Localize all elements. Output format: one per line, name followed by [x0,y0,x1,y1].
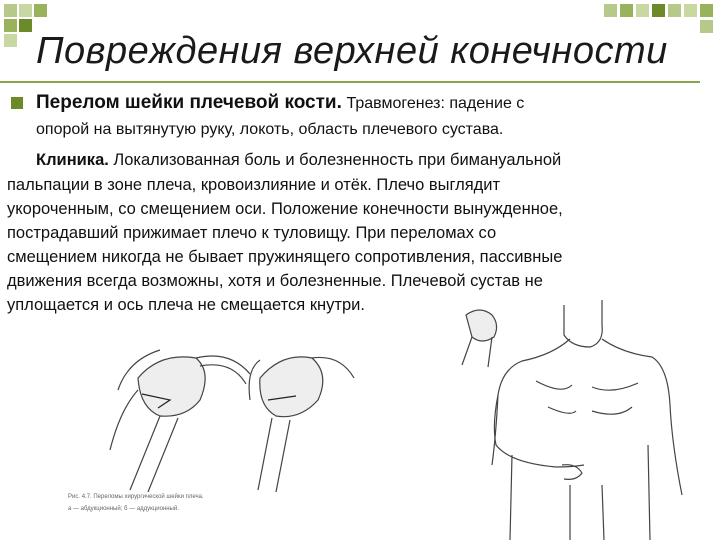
patient-illustration [452,295,720,540]
deco-square [620,4,633,17]
fracture-illustration [68,330,360,540]
deco-square [19,4,32,17]
deco-square [684,4,697,17]
deco-square [700,4,713,17]
paragraph-line: смещением никогда не бывает пружинящего сопротивления, пассивные [7,248,563,266]
deco-square [636,4,649,17]
clinic-label: Клиника. [36,151,109,169]
paragraph-line: укороченным, со смещением оси. Положение конечности вынужденное, [7,200,563,218]
deco-square [4,34,17,47]
deco-square [652,4,665,17]
slide-title: Повреждения верхней конечности [36,30,668,72]
deco-square [668,4,681,17]
deco-square [604,4,617,17]
paragraph-line: пальпации в зоне плеча, кровоизлияние и отёк. Плечо выглядит [7,176,501,194]
bullet-square-icon [11,97,23,109]
deco-square [34,4,47,17]
paragraph-line: уплощается и ось плеча не смещается кнутри. [7,296,365,314]
paragraph-line: движения всегда возможны, хотя и болезненные. Плечевой сустав не [7,272,543,290]
heading-tail: Травмогенез: падение с [346,95,525,112]
clinic-line [36,148,561,172]
clinic-tail: Локализованная боль и болезненность при бимануальной [113,151,562,169]
bullet-heading: Перелом шейки плечевой кости. [36,92,342,113]
deco-square [19,19,32,32]
bullet-first-line [36,91,524,116]
deco-square [700,20,713,33]
paragraph-line: пострадавший прижимает плечо к туловищу. При переломах со [7,224,497,242]
figure-caption: а — абдукционный; б — аддукционный. [68,506,179,512]
title-underline [0,81,700,83]
bullet-second-line: опорой на вытянутую руку, локоть, область плечевого сустава. [36,121,504,138]
figure-caption: Рис. 4.7. Переломы хирургической шейки плеча. [68,494,204,500]
deco-square [4,19,17,32]
deco-square [4,4,17,17]
